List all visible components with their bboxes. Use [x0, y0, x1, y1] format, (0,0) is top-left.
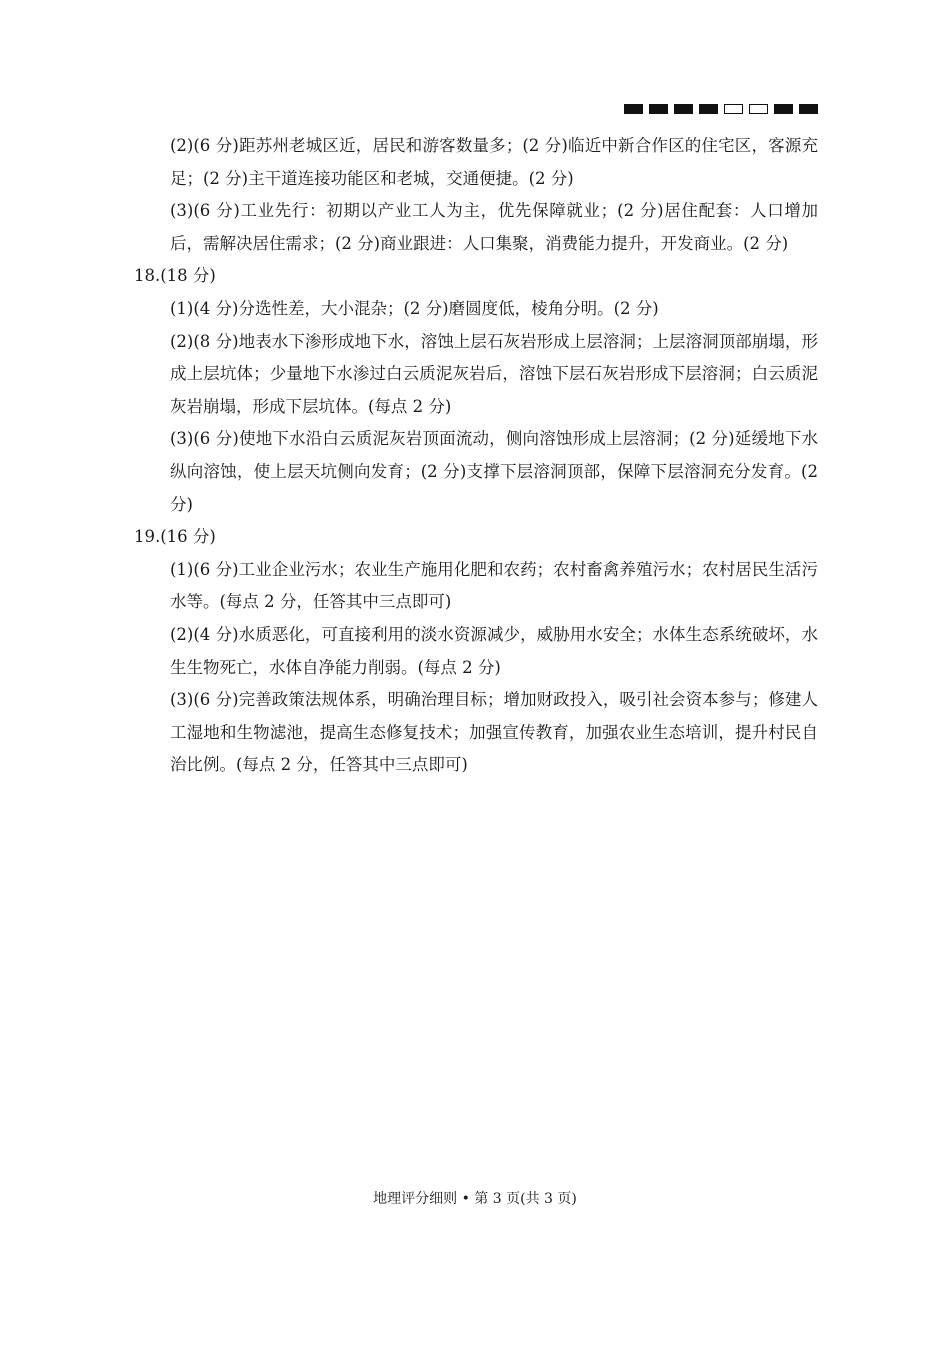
marker-block — [724, 104, 743, 114]
q17-part2-answer: (2)(6 分)距苏州老城区近，居民和游客数量多；(2 分)临近中新合作区的住宅区，客源充足；(2 分)主干道连接功能区和老城，交通便捷。(2 分) — [170, 136, 818, 188]
marker-block — [699, 104, 718, 114]
q19-heading: 19.(16 分) — [134, 527, 216, 547]
marker-block — [749, 104, 768, 114]
q18-part2-answer: (2)(8 分)地表水下渗形成地下水，溶蚀上层石灰岩形成上层溶洞；上层溶洞顶部崩塌，形成上层坑体；少量地下水渗过白云质泥灰岩后，溶蚀下层石灰岩形成下层溶洞；白云质泥灰岩崩塌，形成下层坑体。(每点 2 分) — [170, 331, 818, 416]
page-marker-bar — [624, 104, 818, 114]
marker-block — [774, 104, 793, 114]
marker-block — [624, 104, 643, 114]
marker-block — [674, 104, 693, 114]
q19-part1-answer: (1)(6 分)工业企业污水；农业生产施用化肥和农药；农村畜禽养殖污水；农村居民生活污水等。(每点 2 分，任答其中三点即可) — [170, 559, 818, 612]
marker-block — [799, 104, 818, 114]
q17-part3-answer: (3)(6 分)工业先行：初期以产业工人为主，优先保障就业；(2 分)居住配套：人口增加后，需解决居住需求；(2 分)商业跟进：人口集聚，消费能力提升，开发商业。(2 分) — [170, 201, 818, 253]
page-footer: 地理评分细则 • 第 3 页(共 3 页) — [373, 1191, 577, 1207]
q18-part3-answer: (3)(6 分)使地下水沿白云质泥灰岩顶面流动，侧向溶蚀形成上层溶洞；(2 分)延缓地下水纵向溶蚀，使上层天坑侧向发育；(2 分)支撑下层溶洞顶部，保障下层溶洞充分发育。(2 分) — [170, 429, 818, 514]
q18-heading: 18.(18 分) — [134, 266, 216, 286]
q18-part1-answer: (1)(4 分)分选性差，大小混杂；(2 分)磨圆度低，棱角分明。(2 分) — [170, 298, 659, 318]
q19-part2-answer: (2)(4 分)水质恶化，可直接利用的淡水资源减少，威胁用水安全；水体生态系统破坏，水生生物死亡，水体自净能力削弱。(每点 2 分) — [170, 624, 818, 677]
marker-block — [649, 104, 668, 114]
answer-content — [134, 130, 818, 782]
q19-part3-answer: (3)(6 分)完善政策法规体系，明确治理目标；增加财政投入，吸引社会资本参与；修建人工湿地和生物滤池，提高生态修复技术；加强宣传教育，加强农业生态培训，提升村民自治比例。(每点 2 分，任答其中三点即可) — [170, 690, 818, 775]
